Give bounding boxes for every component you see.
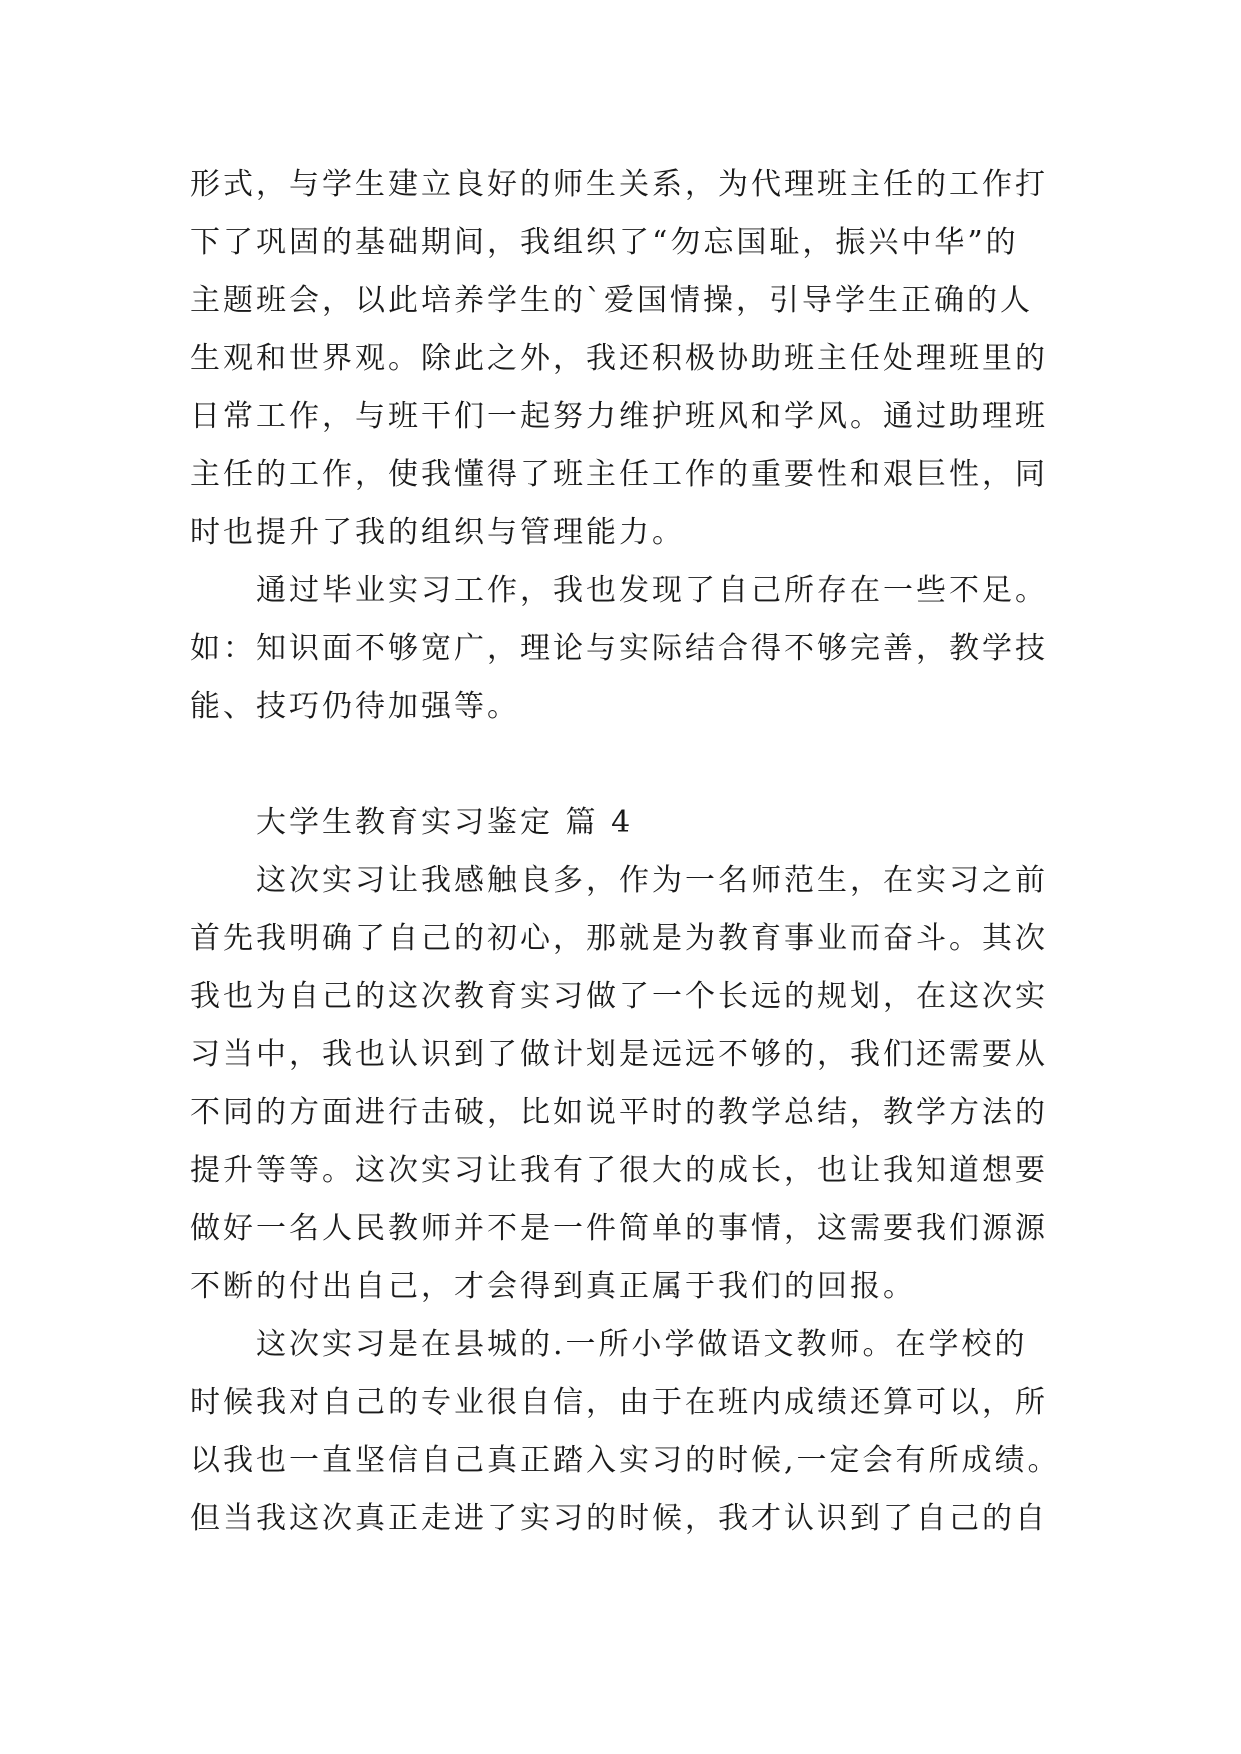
text-line: 能、技巧仍待加强等。 — [190, 689, 520, 724]
text-line: 做好一名人民教师并不是一件简单的事情，这需要我们源源 — [190, 1211, 1048, 1246]
text-line: 不断的付出自己，才会得到真正属于我们的回报。 — [190, 1269, 916, 1304]
paragraph-4 — [190, 1316, 1062, 1548]
text-line: 主任的工作，使我懂得了班主任工作的重要性和艰巨性，同 — [190, 457, 1048, 492]
text-line: 我也为自己的这次教育实习做了一个长远的规划，在这次实 — [190, 979, 1048, 1014]
text-line: 时候我对自己的专业很自信，由于在班内成绩还算可以，所 — [190, 1385, 1048, 1420]
text-line: 通过毕业实习工作，我也发现了自己所存在一些不足。 — [256, 573, 1048, 608]
text-line: 日常工作，与班干们一起努力维护班风和学风。通过助理班 — [190, 399, 1048, 434]
paragraph-3 — [190, 852, 1062, 1316]
section-heading: 大学生教育实习鉴定 篇 4 — [256, 805, 634, 840]
text-line: 生观和世界观。除此之外，我还积极协助班主任处理班里的 — [190, 341, 1048, 376]
text-line: 但当我这次真正走进了实习的时候，我才认识到了自己的自 — [190, 1501, 1048, 1536]
text-line: 这次实习是在县城的.一所小学做语文教师。在学校的 — [256, 1327, 1028, 1362]
document-body — [190, 156, 1062, 1548]
section-spacer — [190, 736, 1062, 794]
text-line: 以我也一直坚信自己真正踏入实习的时候,一定会有所成绩。 — [190, 1443, 1061, 1478]
text-line: 形式，与学生建立良好的师生关系，为代理班主任的工作打 — [190, 167, 1048, 202]
paragraph-2 — [190, 562, 1062, 736]
text-line: 如：知识面不够宽广，理论与实际结合得不够完善，教学技 — [190, 631, 1048, 666]
text-line: 主题班会，以此培养学生的`爱国情操，引导学生正确的人 — [190, 283, 1033, 318]
text-line: 提升等等。这次实习让我有了很大的成长，也让我知道想要 — [190, 1153, 1048, 1188]
paragraph-1 — [190, 156, 1062, 562]
text-line: 下了巩固的基础期间，我组织了“勿忘国耻，振兴中华”的 — [190, 225, 1019, 260]
text-line: 首先我明确了自己的初心，那就是为教育事业而奋斗。其次 — [190, 921, 1048, 956]
text-line: 时也提升了我的组织与管理能力。 — [190, 515, 685, 550]
text-line: 习当中，我也认识到了做计划是远远不够的，我们还需要从 — [190, 1037, 1048, 1072]
text-line: 不同的方面进行击破，比如说平时的教学总结，教学方法的 — [190, 1095, 1048, 1130]
text-line: 这次实习让我感触良多，作为一名师范生，在实习之前 — [256, 863, 1048, 898]
